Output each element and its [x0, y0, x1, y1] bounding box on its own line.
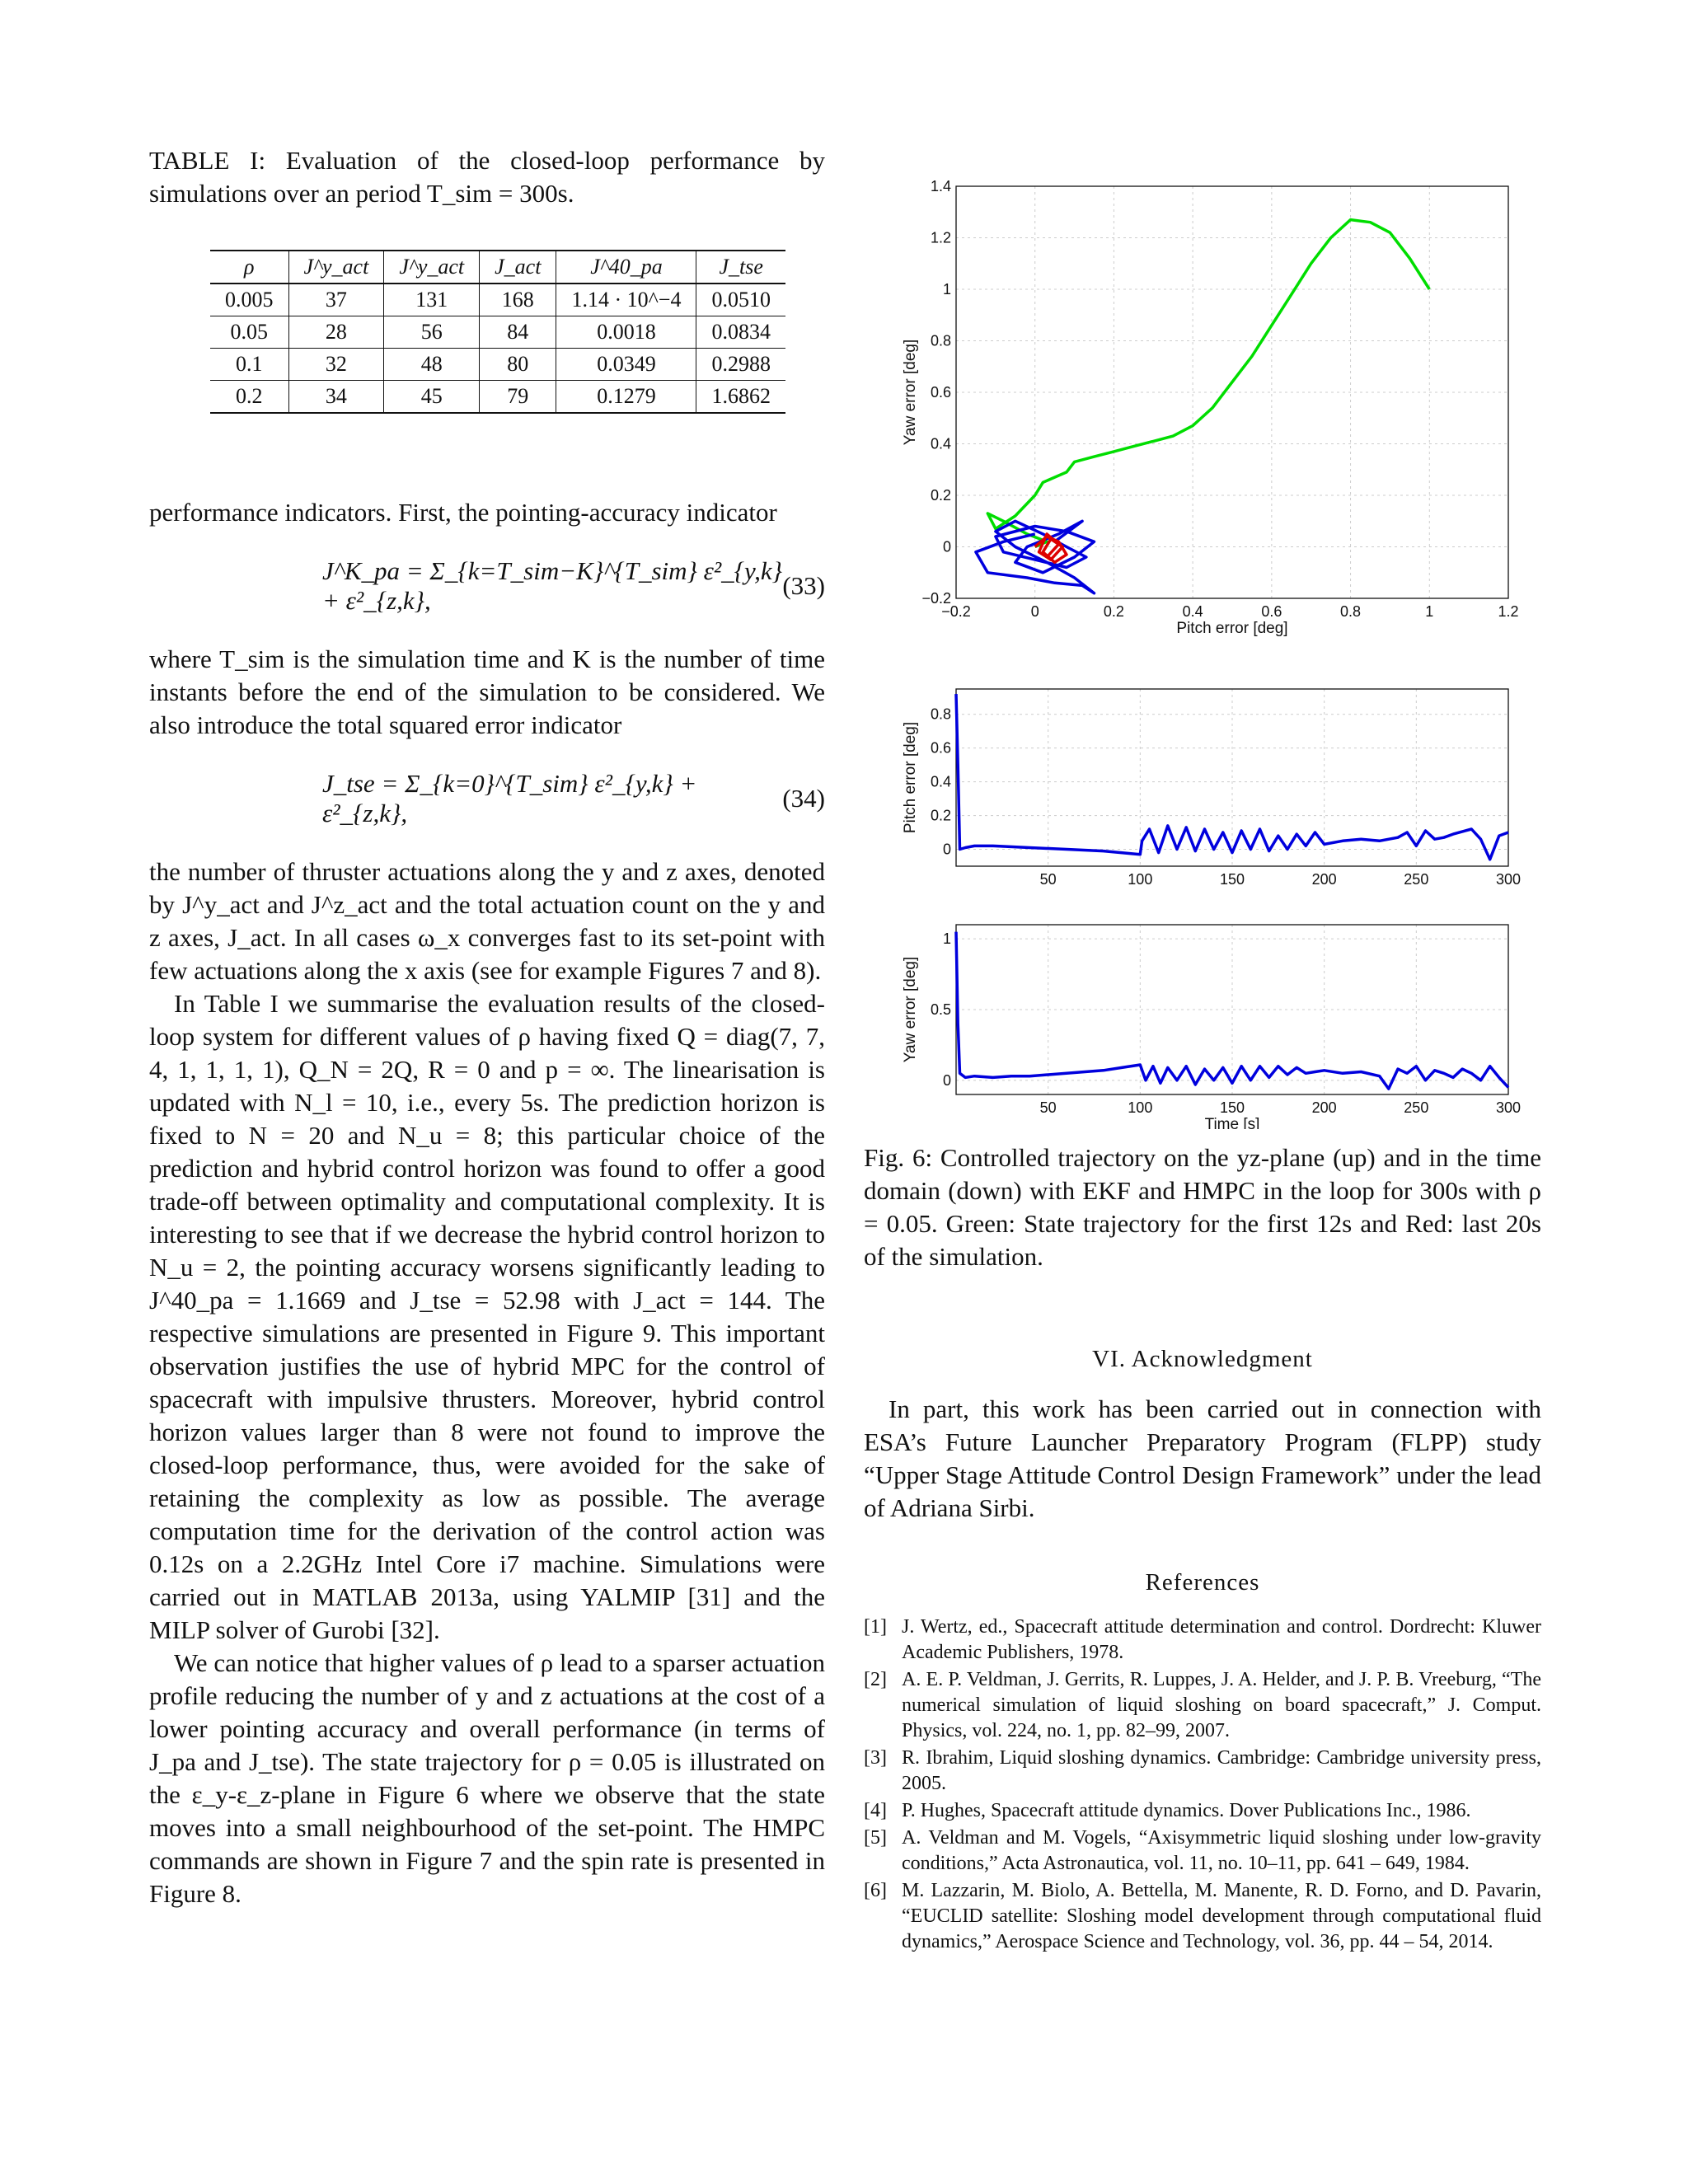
- y-tick-label: 0.2: [930, 487, 951, 504]
- x-tick-label: 200: [1311, 871, 1337, 888]
- x-tick-label: 150: [1219, 1099, 1245, 1116]
- y-tick-label: 1.2: [930, 229, 951, 246]
- series-line: [987, 220, 1429, 547]
- series-line: [976, 521, 1095, 593]
- reference-number: [5]: [864, 1827, 887, 1849]
- section-title-references: References: [1145, 1569, 1260, 1596]
- reference-item: [864, 1825, 1541, 1877]
- y-tick-label: 0.4: [930, 435, 951, 452]
- x-tick-label: 1.2: [1498, 603, 1519, 620]
- figure-6: [864, 173, 1541, 1129]
- y-tick-label: 0.6: [930, 739, 951, 757]
- table-header-cell: ρ: [210, 251, 288, 284]
- equation-34: [149, 753, 825, 844]
- table-cell: 0.05: [210, 316, 288, 349]
- reference-text: R. Ibrahim, Liquid sloshing dynamics. Cambridge: Cambridge university press, 2005.: [902, 1747, 1541, 1794]
- section-title-acknowledgment: VI. Acknowledgment: [1092, 1346, 1313, 1372]
- reference-number: [1]: [864, 1616, 887, 1638]
- left-column: [149, 144, 825, 1910]
- y-tick-label: 1.4: [930, 178, 951, 194]
- y-tick-label: 0.2: [930, 807, 951, 824]
- table-cell: 1.6862: [696, 381, 785, 414]
- equation-expression: J^K_pa = Σ_{k=T_sim−K}^{T_sim} ε²_{y,k} + ε²_{z,k},: [322, 556, 783, 615]
- table-cell: 28: [288, 316, 384, 349]
- table-cell: 80: [480, 349, 556, 381]
- x-tick-label: 300: [1495, 1099, 1522, 1116]
- table-cell: 0.0018: [556, 316, 696, 349]
- x-tick-label: −0.2: [941, 603, 971, 620]
- equation-33: [149, 541, 825, 631]
- y-tick-label: 0.4: [930, 773, 951, 790]
- x-tick-label: 100: [1128, 1099, 1153, 1116]
- reference-text: A. E. P. Veldman, J. Gerrits, R. Luppes, J. A. Helder, and J. P. B. Vreeburg, “The numerical simulation of liquid sloshing on board spacecraft,” J. Comput. Physics, vol. 224, no. 1, pp. 82–99, 2007.: [902, 1669, 1541, 1741]
- table-row: [210, 349, 785, 381]
- table-caption: TABLE I: Evaluation of the closed-loop performance by simulations over an period T_sim = 300s.: [149, 146, 825, 208]
- reference-text: J. Wertz, ed., Spacecraft attitude determination and control. Dordrecht: Kluwer Academic Publishers, 1978.: [902, 1616, 1541, 1663]
- table-row: [210, 316, 785, 349]
- x-tick-label: 0.8: [1340, 603, 1362, 620]
- y-tick-label: 0.8: [930, 705, 951, 723]
- table-cell: 45: [384, 381, 480, 414]
- table-header-cell: J^y_act: [288, 251, 384, 284]
- paragraph: In Table I we summarise the evaluation results of the closed-loop system for different values of ρ having fixed Q = diag(7, 7, 4, 1, 1, 1, 1), Q_N = 2Q, R = 0 and p = ∞. The linearisation is updated with N_l = 10, i.e., every 5s. The prediction horizon is fixed to N = 20 and N_u = 8; this particular choice of the prediction and hybrid control horizon was found to offer a good trade-off between optimality and computational complexity. It is interesting to see that if we decrease the hybrid control horizon to N_u = 2, the pointing accuracy worsens significantly leading to J^40_pa = 1.1669 and J_tse = 52.98 with J_act = 144. The respective simulations are presented in Figure 9. This important observation justifies the use of hybrid MPC for the control of spacecraft with impulsive thrusters. Moreover, hybrid control horizon values larger than 8 were not found to improve the closed-loop performance, thus, were avoided for the sake of retaining the complexity as low as possible. The average computation time for the derivation of the control action was 0.12s on a 2.2GHz Intel Core i7 machine. Simulations were carried out in MATLAB 2013a, using YALMIP [31] and the MILP solver of Gurobi [32].: [149, 989, 825, 1644]
- y-tick-label: 1: [942, 281, 951, 298]
- table-cell: 84: [480, 316, 556, 349]
- results-table: [210, 250, 785, 414]
- y-tick-label: 0: [942, 841, 951, 858]
- table-cell: 32: [288, 349, 384, 381]
- y-tick-label: 0.5: [930, 1001, 951, 1018]
- y-tick-label: 0: [942, 1071, 951, 1089]
- reference-item: [864, 1746, 1541, 1797]
- table-cell: 79: [480, 381, 556, 414]
- table-cell: 34: [288, 381, 384, 414]
- reference-number: [6]: [864, 1880, 887, 1901]
- table-cell: 37: [288, 284, 384, 316]
- x-tick-label: 0: [1030, 603, 1039, 620]
- table-cell: 0.0349: [556, 349, 696, 381]
- table-cell: 0.0510: [696, 284, 785, 316]
- x-tick-label: 250: [1404, 1099, 1429, 1116]
- x-tick-label: 0.6: [1261, 603, 1282, 620]
- y-axis-label: Yaw error [deg]: [902, 956, 919, 1063]
- table-header-cell: J_act: [480, 251, 556, 284]
- paragraph: We can notice that higher values of ρ lead to a sparser actuation profile reducing the number of y and z actuations at the cost of a lower pointing accuracy and overall performance (in terms of J_pa and J_tse). The state trajectory for ρ = 0.05 is illustrated on the ε_y-ε_z-plane in Figure 6 where we observe that the state moves into a small neighbourhood of the set-point. The HMPC commands are shown in Figure 7 and the spin rate is presented in Figure 8.: [149, 1648, 825, 1908]
- y-axis-label: Pitch error [deg]: [902, 721, 919, 834]
- x-tick-label: 50: [1039, 1099, 1057, 1116]
- table-header-row: [210, 251, 785, 284]
- table-cell: 168: [480, 284, 556, 316]
- paragraph: where T_sim is the simulation time and K is the number of time instants before the end of the simulation to be considered. We also introduce the total squared error indicator: [149, 644, 825, 739]
- table-cell: 1.14 · 10^−4: [556, 284, 696, 316]
- x-tick-label: 0.4: [1182, 603, 1203, 620]
- reference-item: [864, 1878, 1541, 1955]
- acknowledgment-text: In part, this work has been carried out in connection with ESA’s Future Launcher Preparatory Program (FLPP) study “Upper Stage Attitude Control Design Framework” under the lead of Adriana Sirbi.: [864, 1394, 1541, 1522]
- x-tick-label: 50: [1039, 871, 1057, 888]
- x-tick-label: 300: [1495, 871, 1522, 888]
- table-cell: 0.0834: [696, 316, 785, 349]
- x-tick-label: 100: [1128, 871, 1153, 888]
- table-cell: 0.2988: [696, 349, 785, 381]
- y-tick-label: 1: [942, 930, 951, 948]
- table-cell: 0.005: [210, 284, 288, 316]
- reference-item: [864, 1667, 1541, 1744]
- x-tick-label: 150: [1219, 871, 1245, 888]
- table-header-cell: J_tse: [696, 251, 785, 284]
- right-column: [864, 173, 1541, 1957]
- table-header-cell: J^y_act: [384, 251, 480, 284]
- table-row: [210, 381, 785, 414]
- x-tick-label: 250: [1404, 871, 1429, 888]
- table-row: [210, 284, 785, 316]
- reference-text: A. Veldman and M. Vogels, “Axisymmetric liquid sloshing under low-gravity conditions,” Acta Astronautica, vol. 11, no. 10–11, pp. 641 – 649, 1984.: [902, 1827, 1541, 1874]
- figure-caption: Fig. 6: Controlled trajectory on the yz-plane (up) and in the time domain (down) with EKF and HMPC in the loop for 300s with ρ = 0.05. Green: State trajectory for the first 12s and Red: last 20s of the simulation.: [864, 1143, 1541, 1271]
- table-cell: 0.2: [210, 381, 288, 414]
- y-axis-label: Yaw error [deg]: [902, 339, 919, 446]
- y-tick-label: −0.2: [921, 590, 951, 607]
- reference-item: [864, 1798, 1541, 1824]
- y-tick-label: 0.6: [930, 384, 951, 401]
- table-cell: 56: [384, 316, 480, 349]
- reference-text: P. Hughes, Spacecraft attitude dynamics. Dover Publications Inc., 1986.: [902, 1800, 1471, 1821]
- paragraph: performance indicators. First, the pointing-accuracy indicator: [149, 498, 777, 527]
- table-cell: 0.1: [210, 349, 288, 381]
- x-tick-label: 1: [1425, 603, 1434, 620]
- paragraph: the number of thruster actuations along the y and z axes, denoted by J^y_act and J^z_act and the total actuation count on the y and z axes, J_act. In all cases ω_x converges fast to its set-point with few actuations along the x axis (see for example Figures 7 and 8).: [149, 857, 825, 985]
- equation-expression: J_tse = Σ_{k=0}^{T_sim} ε²_{y,k} + ε²_{z,k},: [322, 769, 697, 827]
- x-tick-label: 0.2: [1103, 603, 1124, 620]
- table-cell: 0.1279: [556, 381, 696, 414]
- y-tick-label: 0.8: [930, 332, 951, 349]
- table-cell: 131: [384, 284, 480, 316]
- reference-number: [4]: [864, 1800, 887, 1821]
- x-tick-label: 200: [1311, 1099, 1337, 1116]
- y-tick-label: 0: [942, 538, 951, 555]
- reference-number: [2]: [864, 1669, 887, 1690]
- equation-number: (34): [782, 784, 825, 813]
- reference-item: [864, 1615, 1541, 1666]
- equation-number: (33): [782, 571, 825, 600]
- x-axis-label: Pitch error [deg]: [1176, 620, 1288, 637]
- table-cell: 48: [384, 349, 480, 381]
- x-axis-label: Time [s]: [1204, 1116, 1260, 1129]
- table-header-cell: J^40_pa: [556, 251, 696, 284]
- reference-number: [3]: [864, 1747, 887, 1769]
- reference-text: M. Lazzarin, M. Biolo, A. Bettella, M. Manente, R. D. Forno, and D. Pavarin, “EUCLID satellite: Sloshing model development through computational fluid dynamics,” Aerospace Science and Technology, vol. 36, pp. 44 – 54, 2014.: [902, 1880, 1541, 1952]
- reference-list: [864, 1615, 1541, 1955]
